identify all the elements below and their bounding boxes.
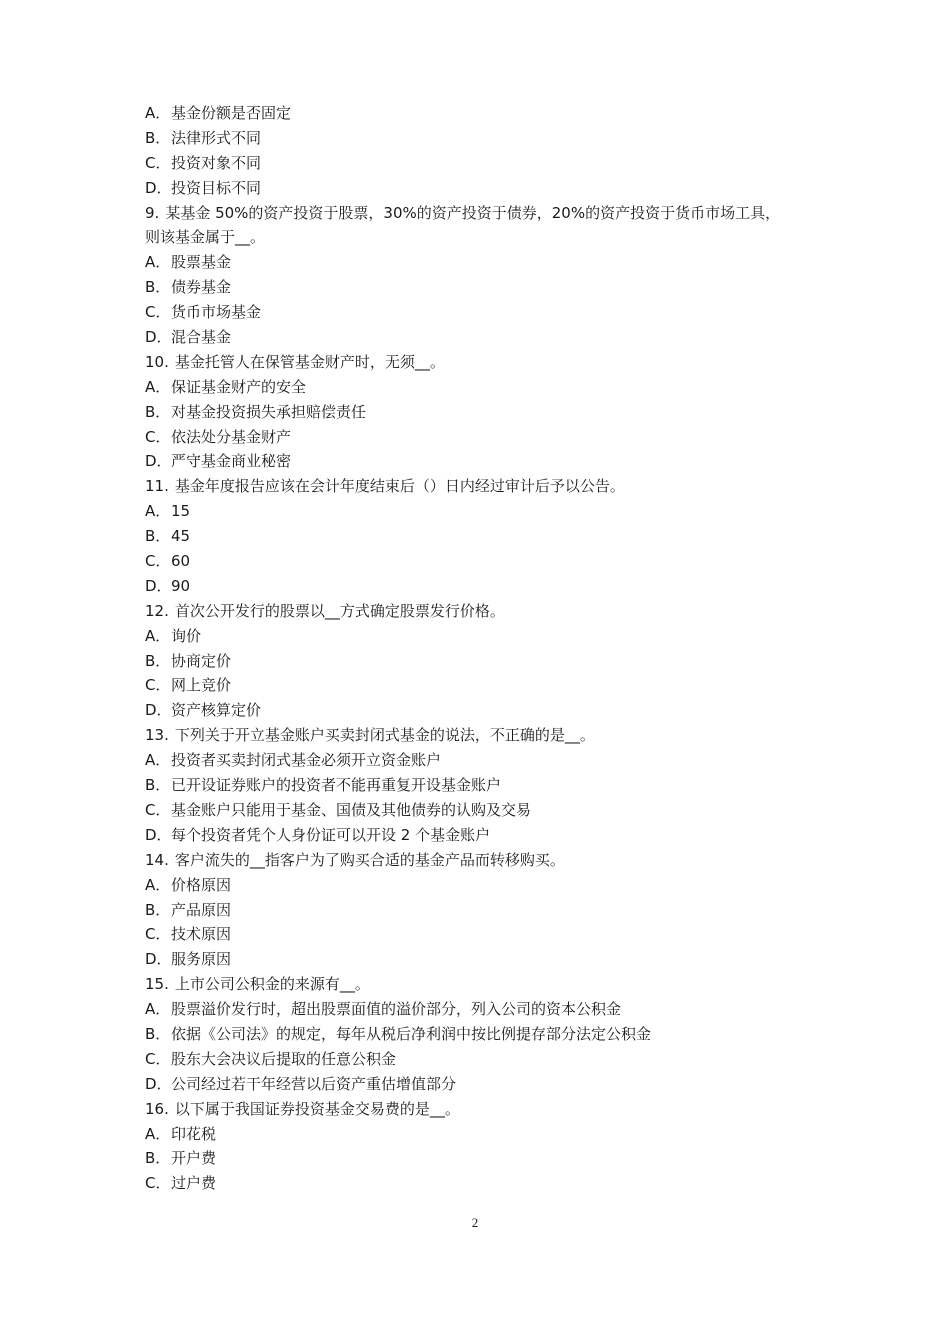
question-list <box>145 101 825 1196</box>
question-number: 14. <box>145 850 169 869</box>
answer-option <box>145 1122 825 1147</box>
question-number: 16. <box>145 1099 169 1118</box>
option-letter: D． <box>145 328 172 347</box>
question-text: 客户流失的__指客户为了购买合适的基金产品而转移购买。 <box>174 850 565 869</box>
question-text: 某基金 50%的资产投资于股票，30%的资产投资于债券，20%的资产投资于货币市场工具， <box>165 203 781 222</box>
answer-option <box>145 375 825 400</box>
option-text: 基金账户只能用于基金、国债及其他债券的认购及交易 <box>171 800 532 819</box>
question-text: 上市公司公积金的来源有__。 <box>174 975 370 994</box>
option-letter: C． <box>145 552 171 571</box>
answer-option <box>145 524 825 549</box>
option-letter: C． <box>145 1174 171 1193</box>
page-number: 2 <box>471 1215 479 1230</box>
question-text: 下列关于开立基金账户买卖封闭式基金的说法，不正确的是__。 <box>174 726 595 745</box>
question-line <box>145 599 825 624</box>
answer-option <box>145 1146 825 1171</box>
question-line <box>145 1097 825 1122</box>
option-letter: A． <box>145 253 171 272</box>
option-letter: B． <box>145 278 171 297</box>
option-letter: D． <box>145 1074 172 1093</box>
option-letter: D． <box>145 950 172 969</box>
answer-option <box>145 649 825 674</box>
answer-option <box>145 823 825 848</box>
answer-option <box>145 898 825 923</box>
option-text: 60 <box>171 552 191 571</box>
question-line <box>145 350 825 375</box>
option-letter: A． <box>145 751 171 770</box>
answer-option <box>145 126 825 151</box>
answer-option <box>145 873 825 898</box>
question-continuation: 则该基金属于__。 <box>145 228 266 247</box>
answer-option <box>145 325 825 350</box>
option-letter: B． <box>145 651 171 670</box>
option-text: 印花税 <box>171 1124 217 1143</box>
option-letter: C． <box>145 303 171 322</box>
answer-option <box>145 151 825 176</box>
option-letter: C． <box>145 427 171 446</box>
option-text: 每个投资者凭个人身份证可以开设 2 个基金账户 <box>171 825 491 844</box>
option-letter: B． <box>145 776 171 795</box>
option-letter: C． <box>145 676 171 695</box>
answer-option <box>145 673 825 698</box>
question-line <box>145 848 825 873</box>
option-letter: A． <box>145 875 171 894</box>
option-letter: B． <box>145 1149 171 1168</box>
option-letter: C． <box>145 153 171 172</box>
option-letter: B． <box>145 527 171 546</box>
answer-option <box>145 101 825 126</box>
question-number: 13. <box>145 726 169 745</box>
question-line <box>145 474 825 499</box>
option-text: 混合基金 <box>171 328 232 347</box>
answer-option <box>145 997 825 1022</box>
option-text: 基金份额是否固定 <box>171 104 292 122</box>
question-line <box>145 972 825 997</box>
option-text: 产品原因 <box>171 900 232 919</box>
question-text: 基金托管人在保管基金财产时，无须__。 <box>174 352 445 371</box>
answer-option <box>145 922 825 947</box>
question-number: 12. <box>145 601 169 620</box>
question-number: 9. <box>145 203 160 222</box>
option-letter: A． <box>145 104 171 122</box>
answer-option <box>145 275 825 300</box>
option-letter: D． <box>145 825 172 844</box>
option-letter: B． <box>145 128 171 147</box>
option-text: 技术原因 <box>171 925 232 944</box>
option-letter: C． <box>145 925 171 944</box>
answer-option <box>145 798 825 823</box>
option-text: 45 <box>171 527 191 546</box>
question-text: 基金年度报告应该在会计年度结束后（）日内经过审计后予以公告。 <box>174 477 625 496</box>
option-text: 对基金投资损失承担赔偿责任 <box>171 402 367 421</box>
option-text: 90 <box>171 576 191 595</box>
answer-option <box>145 698 825 723</box>
option-text: 价格原因 <box>171 875 232 894</box>
answer-option <box>145 300 825 325</box>
question-text: 首次公开发行的股票以__方式确定股票发行价格。 <box>174 601 505 620</box>
option-letter: D． <box>145 701 172 720</box>
option-text: 服务原因 <box>171 950 232 969</box>
option-text: 网上竞价 <box>171 676 232 695</box>
answer-option <box>145 748 825 773</box>
option-letter: A． <box>145 502 171 521</box>
question-text: 以下属于我国证券投资基金交易费的是__。 <box>174 1099 460 1118</box>
option-letter: D． <box>145 452 172 471</box>
question-number: 11. <box>145 477 169 496</box>
option-text: 债券基金 <box>171 278 232 297</box>
answer-option <box>145 624 825 649</box>
option-text: 依据《公司法》的规定，每年从税后净利润中按比例提存部分法定公积金 <box>171 1024 652 1043</box>
answer-option <box>145 549 825 574</box>
option-letter: A． <box>145 626 171 645</box>
option-letter: B． <box>145 900 171 919</box>
option-letter: B． <box>145 402 171 421</box>
option-text: 股东大会决议后提取的任意公积金 <box>171 1049 397 1068</box>
answer-option <box>145 1171 825 1196</box>
option-text: 开户费 <box>171 1149 217 1168</box>
question-number: 15. <box>145 975 169 994</box>
option-letter: A． <box>145 1124 171 1143</box>
answer-option <box>145 400 825 425</box>
answer-option <box>145 449 825 474</box>
option-text: 资产核算定价 <box>171 701 262 720</box>
question-line <box>145 201 825 226</box>
option-text: 协商定价 <box>171 651 232 670</box>
answer-option <box>145 250 825 275</box>
answer-option <box>145 1022 825 1047</box>
option-text: 询价 <box>171 626 202 645</box>
option-text: 股票基金 <box>171 253 232 272</box>
option-text: 已开设证券账户的投资者不能再重复开设基金账户 <box>171 776 502 795</box>
option-text: 15 <box>171 502 191 521</box>
option-letter: A． <box>145 377 171 396</box>
question-number: 10. <box>145 352 169 371</box>
option-text: 股票溢价发行时，超出股票面值的溢价部分，列入公司的资本公积金 <box>171 1000 622 1019</box>
option-letter: C． <box>145 800 171 819</box>
answer-option <box>145 1072 825 1097</box>
option-letter: B． <box>145 1024 171 1043</box>
option-text: 投资目标不同 <box>171 178 262 197</box>
option-text: 法律形式不同 <box>171 128 262 147</box>
option-text: 货币市场基金 <box>171 303 262 322</box>
answer-option <box>145 499 825 524</box>
option-text: 投资对象不同 <box>171 153 262 172</box>
question-line <box>145 723 825 748</box>
option-text: 公司经过若干年经营以后资产重估增值部分 <box>171 1074 457 1093</box>
option-text: 投资者买卖封闭式基金必须开立资金账户 <box>171 751 442 770</box>
option-letter: D． <box>145 576 172 595</box>
answer-option <box>145 947 825 972</box>
answer-option <box>145 1047 825 1072</box>
answer-option <box>145 176 825 201</box>
option-text: 依法处分基金财产 <box>171 427 292 446</box>
option-letter: C． <box>145 1049 171 1068</box>
answer-option <box>145 574 825 599</box>
answer-option <box>145 773 825 798</box>
option-letter: A． <box>145 1000 171 1019</box>
option-letter: D． <box>145 178 172 197</box>
option-text: 过户费 <box>171 1174 217 1193</box>
answer-option <box>145 425 825 450</box>
option-text: 保证基金财产的安全 <box>171 377 307 396</box>
option-text: 严守基金商业秘密 <box>171 452 292 471</box>
